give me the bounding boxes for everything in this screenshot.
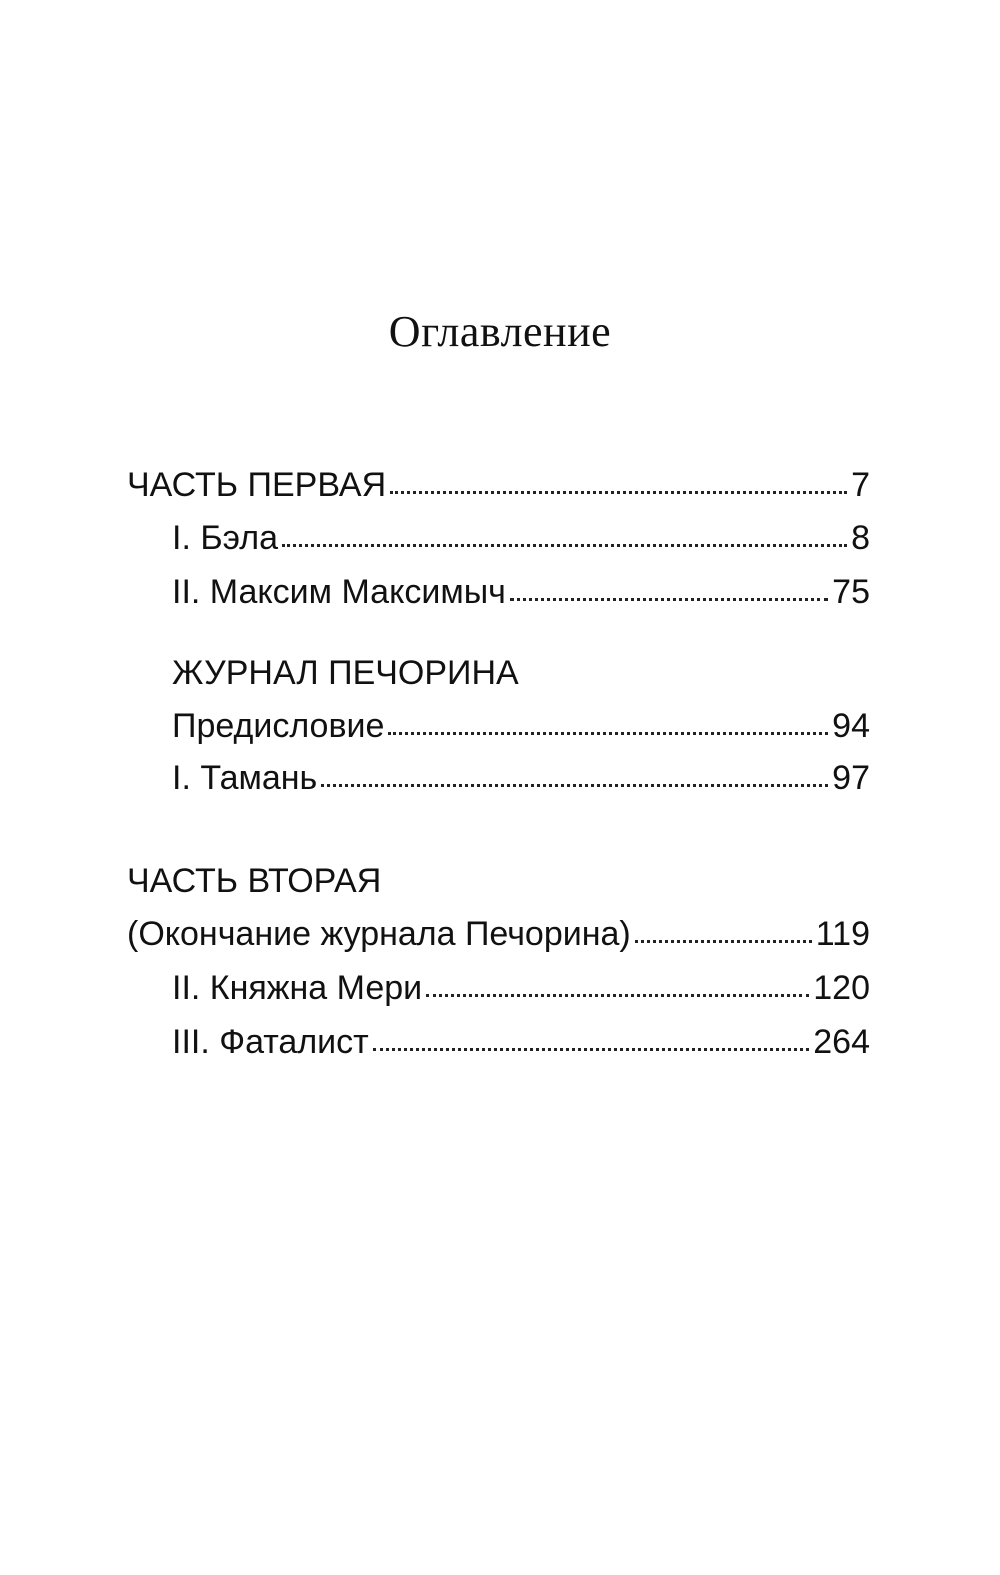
toc-heading-part-two <box>127 862 870 902</box>
dot-leader <box>282 544 847 547</box>
toc-entry-label: I. Тамань <box>172 759 318 797</box>
toc-page-number: 119 <box>815 915 870 953</box>
toc-page-number: 7 <box>851 466 870 504</box>
dot-leader <box>426 994 809 997</box>
dot-leader <box>635 940 812 943</box>
toc-entry-bela[interactable] <box>172 519 870 559</box>
toc-entry-taman[interactable] <box>172 759 870 799</box>
toc-entry-fatalist[interactable] <box>172 1023 870 1063</box>
dot-leader <box>390 491 847 494</box>
page-title: Оглавление <box>388 307 612 356</box>
toc-entry-label: I. Бэла <box>172 519 279 557</box>
dot-leader <box>510 598 828 601</box>
toc-entry-part-one[interactable] <box>127 466 870 506</box>
toc-entry-label: Предисловие <box>172 707 385 745</box>
toc-entry-label: ЧАСТЬ ПЕРВАЯ <box>127 466 387 504</box>
toc-section-heading: ЖУРНАЛ ПЕЧОРИНА <box>172 654 519 692</box>
toc-section-heading: ЧАСТЬ ВТОРАЯ <box>127 862 382 900</box>
dot-leader <box>373 1048 810 1051</box>
toc-page-number: 97 <box>832 759 870 797</box>
toc-entry-label: II. Максим Максимыч <box>172 573 506 611</box>
toc-entry-label: (Окончание журнала Печорина) <box>127 915 631 953</box>
toc-entry-label: II. Княжна Мери <box>172 969 423 1007</box>
dot-leader <box>388 732 828 735</box>
toc-page-number: 75 <box>832 573 870 611</box>
toc-page-number: 8 <box>851 519 870 557</box>
toc-heading-pechorin-journal <box>172 654 870 694</box>
toc-page-number: 120 <box>813 969 870 1007</box>
toc-entry-journal-end[interactable] <box>127 915 870 955</box>
toc-page-number: 94 <box>832 707 870 745</box>
dot-leader <box>321 784 828 787</box>
toc-entry-princess-mary[interactable] <box>172 969 870 1009</box>
toc-entry-label: III. Фаталист <box>172 1023 369 1061</box>
toc-entry-preface[interactable] <box>172 707 870 747</box>
toc-entry-maksim-maksimych[interactable] <box>172 573 870 613</box>
toc-page-number: 264 <box>813 1023 870 1061</box>
